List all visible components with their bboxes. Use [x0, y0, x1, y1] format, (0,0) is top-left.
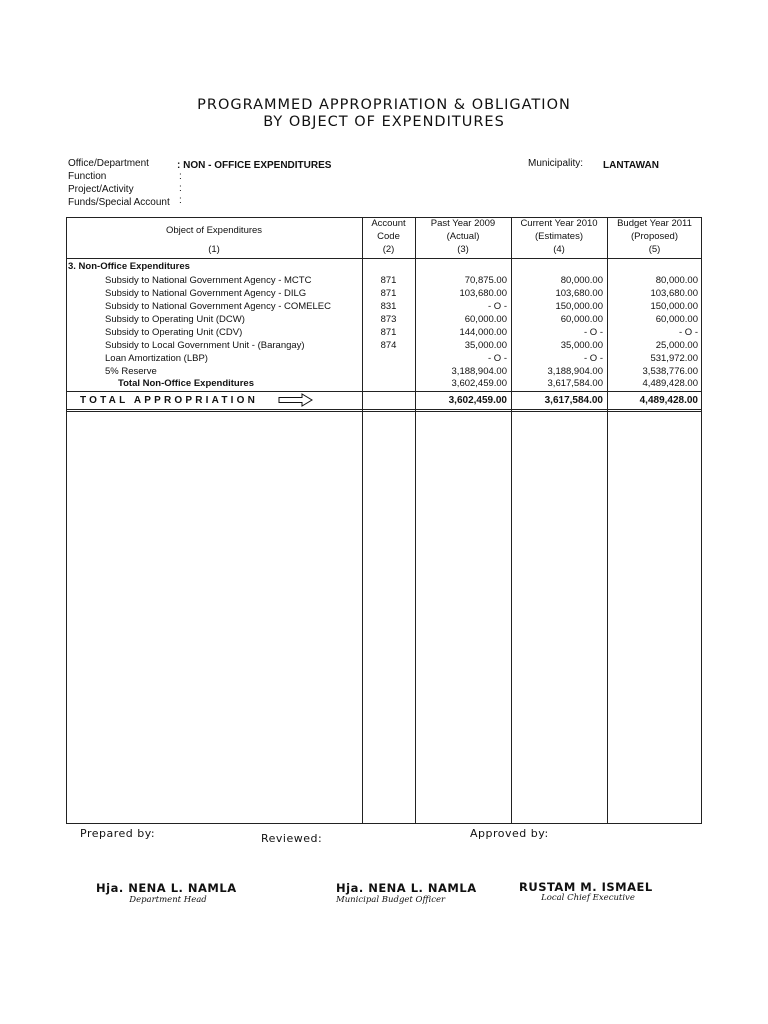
funds-label: Funds/Special Account — [68, 197, 170, 208]
row-current-year: - O - — [584, 327, 603, 338]
row-account-code: 871 — [380, 275, 397, 286]
project-colon: : — [179, 183, 182, 194]
total-non-office-past: 3,602,459.00 — [451, 378, 507, 389]
row-object-name: Subsidy to Operating Unit (DCW) — [105, 314, 245, 325]
total-non-office-label: Total Non-Office Expenditures — [118, 378, 255, 389]
office-label: Office/Department — [68, 158, 149, 169]
col-account-number: (2) — [382, 244, 395, 255]
row-current-year: 103,680.00 — [555, 288, 603, 299]
header-divider — [66, 258, 702, 259]
row-object-name: Subsidy to Operating Unit (CDV) — [105, 327, 243, 338]
row-past-year: - O - — [488, 353, 507, 364]
row-budget-year: - O - — [679, 327, 698, 338]
table-row — [0, 274, 768, 287]
prepared-by-title: Department Head — [129, 895, 207, 905]
row-budget-year: 150,000.00 — [650, 301, 698, 312]
approved-by-title: Local Chief Executive — [541, 893, 635, 903]
col-account-header-2: Code — [377, 231, 400, 242]
function-label: Function — [68, 171, 107, 182]
row-account-code: 871 — [380, 288, 397, 299]
approved-by-label: Approved by: — [470, 827, 549, 840]
col-budget-header-1: Budget Year 2011 — [617, 218, 692, 229]
row-past-year: 103,680.00 — [459, 288, 507, 299]
row-current-year: 60,000.00 — [560, 314, 603, 325]
reviewed-label: Reviewed: — [261, 832, 323, 845]
row-object-name: Subsidy to National Government Agency - DILG — [105, 288, 307, 299]
row-object-name: Loan Amortization (LBP) — [105, 353, 208, 364]
reviewed-by-name: Hja. NENA L. NAMLA — [336, 881, 477, 895]
row-past-year: 60,000.00 — [464, 314, 507, 325]
reviewed-by-title: Municipal Budget Officer — [336, 895, 446, 905]
col-current-header-2: (Estimates) — [534, 231, 584, 242]
row-budget-year: 80,000.00 — [655, 275, 698, 286]
prepared-by-name: Hja. NENA L. NAMLA — [96, 881, 237, 895]
col-past-header-2: (Actual) — [446, 231, 480, 242]
total-non-office-budget: 4,489,428.00 — [642, 378, 698, 389]
prepared-by-label: Prepared by: — [80, 827, 156, 840]
total-appropriation-budget: 4,489,428.00 — [639, 395, 698, 406]
row-current-year: 80,000.00 — [560, 275, 603, 286]
table-row — [0, 326, 768, 339]
row-object-name: Subsidy to Local Government Unit - (Barangay) — [105, 340, 305, 351]
project-label: Project/Activity — [68, 184, 134, 195]
table-row — [0, 313, 768, 326]
total-appropriation-current: 3,617,584.00 — [544, 395, 603, 406]
row-budget-year: 3,538,776.00 — [642, 366, 698, 377]
approved-by-name: RUSTAM M. ISMAEL — [519, 880, 653, 894]
total-non-office-current: 3,617,584.00 — [547, 378, 603, 389]
row-past-year: 35,000.00 — [464, 340, 507, 351]
row-current-year: 150,000.00 — [555, 301, 603, 312]
total-appropriation-label: TOTAL APPROPRIATION — [80, 395, 259, 406]
row-budget-year: 531,972.00 — [650, 353, 698, 364]
document-title-line2: BY OBJECT OF EXPENDITURES — [263, 114, 505, 130]
section-title: 3. Non-Office Expenditures — [68, 261, 190, 272]
table-row — [0, 287, 768, 300]
arrow-right-icon — [278, 393, 314, 411]
col-current-number: (4) — [553, 244, 565, 255]
col-current-header-1: Current Year 2010 — [520, 218, 598, 229]
row-account-code: 831 — [380, 301, 397, 312]
total-divider-top — [66, 391, 702, 392]
funds-colon: : — [179, 195, 182, 206]
row-account-code: 874 — [380, 340, 397, 351]
col-budget-number: (5) — [648, 244, 661, 255]
table-row — [0, 339, 768, 352]
function-colon: : — [179, 171, 182, 182]
row-past-year: 70,875.00 — [464, 275, 507, 286]
row-object-name: 5% Reserve — [105, 366, 157, 377]
municipality-value: LANTAWAN — [603, 160, 659, 171]
row-object-name: Subsidy to National Government Agency - MCTC — [105, 275, 312, 286]
total-divider-double — [66, 411, 702, 412]
col-past-number: (3) — [457, 244, 469, 255]
total-divider-bottom — [66, 409, 702, 410]
total-appropriation-past: 3,602,459.00 — [448, 395, 507, 406]
document-title-line1: PROGRAMMED APPROPRIATION & OBLIGATION — [197, 97, 571, 113]
row-object-name: Subsidy to National Government Agency - COMELEC — [105, 301, 331, 312]
col-budget-header-2: (Proposed) — [631, 231, 678, 242]
row-account-code: 873 — [380, 314, 397, 325]
row-budget-year: 25,000.00 — [655, 340, 698, 351]
municipality-label: Municipality: — [528, 158, 584, 169]
row-budget-year: 60,000.00 — [655, 314, 698, 325]
col-account-header-1: Account — [371, 218, 406, 229]
table-row — [0, 300, 768, 313]
col-past-header-1: Past Year 2009 — [430, 218, 496, 229]
row-past-year: 144,000.00 — [459, 327, 507, 338]
row-past-year: 3,188,904.00 — [451, 366, 507, 377]
table-row — [0, 352, 768, 365]
row-current-year: 3,188,904.00 — [547, 366, 603, 377]
total-non-office-row — [0, 377, 768, 390]
row-current-year: - O - — [584, 353, 603, 364]
row-past-year: - O - — [488, 301, 507, 312]
row-budget-year: 103,680.00 — [650, 288, 698, 299]
row-current-year: 35,000.00 — [560, 340, 603, 351]
office-value: : NON - OFFICE EXPENDITURES — [177, 160, 332, 171]
row-account-code: 871 — [380, 327, 397, 338]
total-appropriation-row — [0, 394, 768, 407]
col-object-number: (1) — [208, 244, 220, 255]
col-object-header: Object of Expenditures — [165, 225, 263, 236]
